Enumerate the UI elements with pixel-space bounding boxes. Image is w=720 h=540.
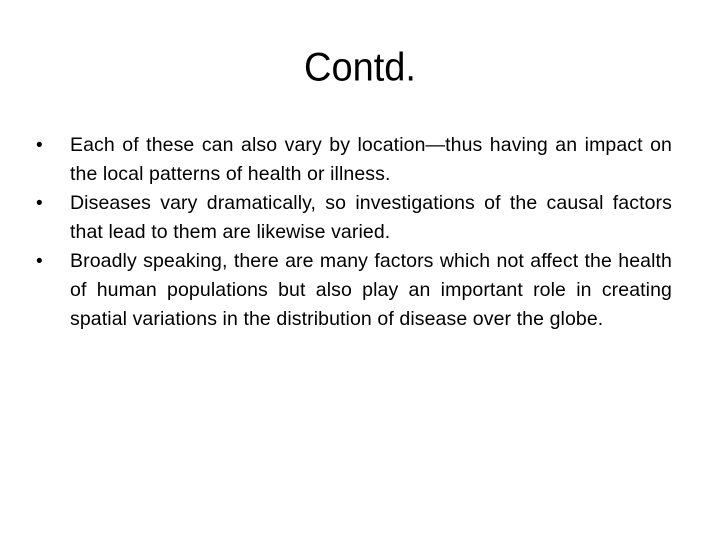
bullet-list bbox=[36, 131, 672, 334]
bullet-item bbox=[36, 189, 672, 247]
bullet-item bbox=[36, 247, 672, 334]
bullet-text: Each of these can also vary by location—thus having an impact on the local patterns of health or illness. bbox=[70, 134, 672, 185]
bullet-icon: • bbox=[36, 193, 43, 214]
bullet-item bbox=[36, 131, 672, 189]
bullet-icon: • bbox=[36, 251, 43, 272]
bullet-text: Broadly speaking, there are many factors which not affect the health of human populations but also play an important role in creating spatial variations in the distribution of disease over the globe. bbox=[70, 250, 672, 330]
bullet-icon: • bbox=[36, 135, 43, 156]
slide-title: Contd. bbox=[304, 45, 416, 91]
bullet-text: Diseases vary dramatically, so investigations of the causal factors that lead to them are likewise varied. bbox=[70, 192, 672, 243]
